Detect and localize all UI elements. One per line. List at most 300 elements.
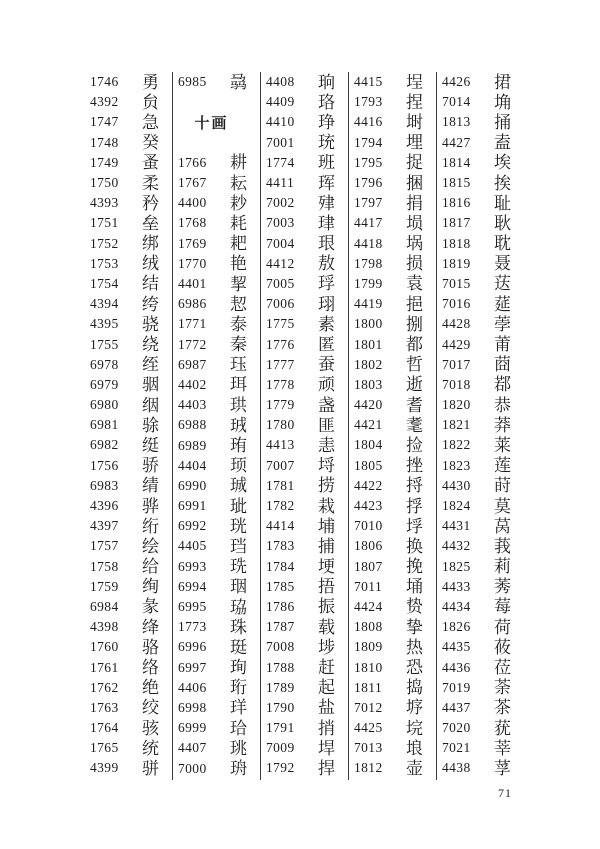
char-code: 7005 (266, 275, 295, 291)
char-code: 4392 (90, 94, 119, 110)
char-code: 7015 (442, 275, 471, 291)
char-glyph: 贽 (406, 597, 423, 617)
char-glyph: 珥 (230, 375, 247, 395)
table-row (349, 516, 436, 536)
table-row (261, 294, 348, 314)
char-glyph: 莓 (494, 597, 511, 617)
table-row (261, 577, 348, 597)
table-row (437, 274, 525, 294)
table-row (85, 415, 172, 435)
char-glyph: 恭 (494, 395, 511, 415)
table-row (173, 718, 260, 738)
table-row (261, 92, 348, 112)
table-row (173, 193, 260, 213)
table-row (437, 577, 525, 597)
char-code: 1795 (354, 154, 383, 170)
char-code: 6980 (90, 397, 119, 413)
char-glyph: 鄀 (494, 375, 511, 395)
table-row (85, 92, 172, 112)
char-glyph: 绝 (142, 678, 159, 698)
char-glyph: 捌 (406, 314, 423, 334)
table-row (349, 355, 436, 375)
char-code: 6981 (90, 417, 119, 433)
char-code: 1824 (442, 498, 471, 514)
table-row (349, 395, 436, 415)
char-code: 1767 (178, 175, 207, 191)
char-code: 1810 (354, 659, 383, 675)
char-glyph: 匿 (318, 335, 335, 355)
table-row (173, 456, 260, 476)
table-row (437, 536, 525, 556)
char-code: 1818 (442, 235, 471, 251)
character-code-table (85, 72, 525, 780)
table-row (85, 557, 172, 577)
table-row (85, 274, 172, 294)
char-glyph: 捊 (406, 496, 423, 516)
char-code: 7000 (178, 760, 207, 776)
char-glyph: 珘 (230, 759, 247, 778)
char-glyph: 捂 (318, 577, 335, 597)
char-glyph: 珢 (318, 234, 335, 254)
table-row (261, 718, 348, 738)
char-code: 1808 (354, 619, 383, 635)
char-code: 4433 (442, 578, 471, 594)
char-glyph: 茶 (494, 698, 511, 718)
table-row (437, 456, 525, 476)
char-code: 1761 (90, 659, 119, 675)
char-code: 4434 (442, 598, 471, 614)
char-glyph: 挚 (406, 617, 423, 637)
table-row (85, 456, 172, 476)
table-row (261, 516, 348, 536)
table-row (173, 274, 260, 294)
table-row (261, 637, 348, 657)
char-glyph: 恝 (230, 294, 247, 314)
table-row (437, 153, 525, 173)
char-glyph: 热 (406, 637, 423, 657)
table-row (349, 173, 436, 193)
char-code: 1762 (90, 679, 119, 695)
char-glyph: 耖 (230, 193, 247, 213)
char-code: 1819 (442, 255, 471, 271)
char-glyph: 珩 (230, 678, 247, 698)
char-code: 1799 (354, 275, 383, 291)
char-code: 1782 (266, 498, 295, 514)
char-code: 1826 (442, 619, 471, 635)
char-code: 7016 (442, 296, 471, 312)
char-glyph: 捎 (318, 718, 335, 738)
char-glyph: 琤 (318, 112, 335, 132)
table-row (437, 617, 525, 637)
char-glyph: 绗 (142, 516, 159, 536)
char-code: 6984 (90, 598, 119, 614)
table-column-4 (349, 72, 437, 780)
char-glyph: 都 (406, 335, 423, 355)
char-glyph: 𬘡 (142, 395, 159, 415)
table-row (173, 577, 260, 597)
table-row (261, 213, 348, 233)
table-row (173, 173, 260, 193)
char-code: 4410 (266, 114, 295, 130)
table-row (173, 254, 260, 274)
char-glyph: 袁 (406, 274, 423, 294)
char-glyph: 耿 (494, 213, 511, 233)
table-row (261, 153, 348, 173)
char-glyph: 耄 (406, 415, 423, 435)
char-glyph: 莚 (494, 294, 511, 314)
table-row (85, 637, 172, 657)
char-code: 6999 (178, 720, 207, 736)
char-code: 1797 (354, 195, 383, 211)
char-glyph: 埋 (406, 133, 423, 153)
table-row (173, 557, 260, 577)
table-row (349, 597, 436, 617)
char-glyph: 珕 (230, 597, 247, 617)
char-code: 7017 (442, 356, 471, 372)
char-code: 1757 (90, 538, 119, 554)
table-row (261, 476, 348, 496)
table-row (85, 577, 172, 597)
table-row (261, 657, 348, 677)
char-code: 4423 (354, 498, 383, 514)
char-glyph: 矜 (142, 193, 159, 213)
table-row (261, 112, 348, 132)
char-code: 6988 (178, 417, 207, 433)
table-row (349, 314, 436, 334)
table-row (173, 355, 260, 375)
table-row (437, 415, 525, 435)
char-glyph: 骆 (142, 637, 159, 657)
table-row (85, 112, 172, 132)
char-code: 1774 (266, 154, 295, 170)
char-glyph: 彖 (142, 597, 159, 617)
table-row (437, 557, 525, 577)
table-row (85, 617, 172, 637)
char-glyph: 珞 (318, 92, 335, 112)
char-glyph: 莫 (494, 496, 511, 516)
table-row (437, 718, 525, 738)
table-row (261, 395, 348, 415)
char-glyph: 埃 (494, 153, 511, 173)
char-glyph: 耘 (230, 173, 247, 193)
table-row (261, 496, 348, 516)
table-row (437, 173, 525, 193)
char-glyph: 莠 (494, 577, 511, 597)
char-glyph: 绞 (142, 698, 159, 718)
table-column-2 (173, 72, 261, 780)
char-code: 1801 (354, 336, 383, 352)
table-row (349, 536, 436, 556)
char-glyph: 珦 (318, 72, 335, 92)
char-glyph: 莽 (494, 415, 511, 435)
char-glyph: 埒 (318, 456, 335, 476)
char-glyph: 珣 (230, 658, 247, 678)
char-code: 6982 (90, 437, 119, 453)
char-code: 4426 (442, 74, 471, 90)
char-glyph: 珫 (318, 133, 335, 153)
char-glyph: 耙 (230, 234, 247, 254)
char-code: 1817 (442, 215, 471, 231)
char-glyph: 垸 (406, 718, 423, 738)
table-row (173, 597, 260, 617)
table-row (349, 274, 436, 294)
char-glyph: 绖 (142, 355, 159, 375)
table-row (349, 254, 436, 274)
char-glyph: 荙 (494, 274, 511, 294)
char-glyph: 盍 (494, 133, 511, 153)
char-glyph: 秦 (230, 335, 247, 355)
table-row (261, 435, 348, 455)
char-code: 6995 (178, 599, 207, 614)
char-code: 6983 (90, 477, 119, 493)
char-glyph: 荼 (494, 678, 511, 698)
table-row (349, 637, 436, 657)
char-glyph: 珒 (318, 213, 335, 233)
char-glyph: 耕 (230, 153, 247, 173)
char-code: 6993 (178, 558, 207, 574)
table-row (349, 294, 436, 314)
table-row (349, 557, 436, 577)
char-code: 1807 (354, 558, 383, 574)
table-row (85, 476, 172, 496)
char-glyph: 捃 (494, 72, 511, 92)
char-code: 1790 (266, 699, 295, 715)
table-row (173, 435, 260, 455)
table-row (173, 637, 260, 657)
table-row (349, 153, 436, 173)
char-glyph: 绑 (142, 234, 159, 254)
table-row (349, 496, 436, 516)
char-code: 7009 (266, 740, 295, 756)
table-row (85, 657, 172, 677)
char-code: 1748 (90, 134, 119, 150)
char-code: 4429 (442, 336, 471, 352)
table-row (85, 738, 172, 758)
table-row (437, 254, 525, 274)
table-row (85, 234, 172, 254)
char-code: 1758 (90, 558, 119, 574)
char-code: 6989 (178, 437, 207, 453)
table-row (261, 456, 348, 476)
table-row (349, 213, 436, 233)
table-row (437, 294, 525, 314)
char-glyph: 哲 (406, 355, 423, 375)
char-code: 1805 (354, 457, 383, 473)
char-code: 1796 (354, 175, 383, 191)
char-glyph: 珽 (230, 637, 247, 657)
page-number: 71 (498, 786, 512, 800)
char-glyph: 顽 (318, 375, 335, 395)
char-glyph: 盏 (318, 395, 335, 415)
char-code: 1825 (442, 558, 471, 574)
char-code: 4420 (354, 397, 383, 413)
char-glyph: 挫 (406, 456, 423, 476)
table-row (437, 234, 525, 254)
char-code: 1747 (90, 114, 119, 130)
char-code: 1816 (442, 195, 471, 211)
char-code: 7006 (266, 296, 295, 312)
char-code: 4393 (90, 195, 119, 211)
table-row (173, 395, 260, 415)
char-code: 7007 (266, 457, 295, 473)
char-code: 7013 (354, 740, 383, 756)
char-glyph: 珠 (230, 617, 247, 637)
char-glyph: 聂 (494, 254, 511, 274)
table-row (261, 738, 348, 758)
table-row (349, 435, 436, 455)
char-code: 1780 (266, 417, 295, 433)
char-glyph: 莘 (494, 738, 511, 758)
char-glyph: 耗 (230, 213, 247, 233)
char-code: 1771 (178, 316, 207, 332)
char-code: 1764 (90, 720, 119, 736)
char-glyph: 珬 (230, 415, 247, 435)
table-row (261, 617, 348, 637)
char-code: 4401 (178, 276, 207, 291)
char-glyph: 珏 (230, 355, 247, 375)
char-glyph: 珙 (230, 395, 247, 415)
char-code: 7014 (442, 94, 471, 110)
char-code: 6990 (178, 477, 207, 493)
table-row (261, 133, 348, 153)
char-glyph: 骄 (142, 456, 159, 476)
char-glyph: 珲 (318, 173, 335, 193)
table-row (85, 213, 172, 233)
char-code: 1779 (266, 397, 295, 413)
char-code: 4416 (354, 114, 383, 130)
char-code: 4430 (442, 477, 471, 493)
char-glyph: 络 (142, 658, 159, 678)
char-glyph: 珜 (230, 698, 247, 718)
table-column-5 (437, 72, 525, 780)
char-code: 1814 (442, 154, 471, 170)
table-row (349, 112, 436, 132)
char-code: 4395 (90, 316, 119, 332)
char-code: 1752 (90, 235, 119, 251)
table-row (261, 274, 348, 294)
table-row (173, 234, 260, 254)
char-glyph: 肂 (318, 193, 335, 213)
char-code: 1821 (442, 417, 471, 433)
char-glyph: 绛 (142, 617, 159, 637)
char-glyph: 𬘬 (142, 476, 159, 496)
char-code: 7018 (442, 376, 471, 392)
char-glyph: 珛 (230, 436, 247, 455)
table-row (261, 173, 348, 193)
char-glyph: 珚 (230, 577, 247, 597)
table-row (85, 173, 172, 193)
table-row (349, 334, 436, 354)
char-code: 7011 (354, 578, 383, 594)
char-glyph: 艳 (230, 254, 247, 274)
char-glyph: 珨 (230, 718, 247, 738)
table-row (349, 133, 436, 153)
char-code: 6992 (178, 518, 207, 534)
char-glyph: 赶 (318, 658, 335, 678)
table-column-1 (85, 72, 173, 780)
table-row (349, 678, 436, 698)
char-glyph: 盐 (318, 698, 335, 718)
char-code: 4408 (266, 74, 295, 90)
char-glyph: 恚 (318, 435, 335, 455)
char-glyph: 捉 (406, 153, 423, 173)
table-row (437, 213, 525, 233)
char-code: 1749 (90, 154, 119, 170)
char-glyph: 捏 (406, 92, 423, 112)
char-code: 4421 (354, 417, 383, 433)
table-row (85, 193, 172, 213)
char-glyph: 癸 (142, 133, 159, 153)
char-code: 1751 (90, 215, 119, 231)
char-code: 4394 (90, 296, 119, 312)
char-glyph: 匪 (318, 415, 335, 435)
char-glyph: 骉 (230, 72, 247, 92)
char-glyph: 挹 (406, 294, 423, 314)
table-row (173, 617, 260, 637)
char-glyph: 埚 (406, 234, 423, 254)
char-code: 4403 (178, 397, 207, 413)
char-glyph: 顼 (230, 456, 247, 476)
char-code: 1800 (354, 316, 383, 332)
char-glyph: 垒 (142, 213, 159, 233)
table-row (85, 435, 172, 455)
char-glyph: 埂 (318, 557, 335, 577)
char-glyph: 柔 (142, 173, 159, 193)
char-code: 1789 (266, 679, 295, 695)
table-row (349, 72, 436, 92)
char-code: 1766 (178, 154, 207, 170)
char-code: 1763 (90, 699, 119, 715)
char-code: 1791 (266, 720, 295, 736)
char-code: 6986 (178, 296, 207, 312)
char-code: 1822 (442, 437, 471, 453)
char-glyph: 捅 (494, 112, 511, 132)
char-glyph: 勇 (142, 72, 159, 92)
char-glyph: 荷 (494, 617, 511, 637)
table-row (437, 193, 525, 213)
table-row (437, 516, 525, 536)
char-code: 7019 (442, 679, 471, 695)
table-row (173, 213, 260, 233)
table-row (437, 334, 525, 354)
table-row (173, 657, 260, 677)
char-code: 4402 (178, 376, 207, 392)
char-code: 6996 (178, 639, 207, 655)
char-glyph: 𬘩 (142, 435, 159, 455)
char-code: 7004 (266, 235, 295, 251)
table-row (261, 334, 348, 354)
char-code: 4431 (442, 518, 471, 534)
table-row (349, 415, 436, 435)
char-code: 1786 (266, 598, 295, 614)
char-glyph: 捋 (406, 476, 423, 496)
char-code: 1798 (354, 255, 383, 271)
char-code: 4406 (178, 679, 207, 695)
table-row (349, 698, 436, 718)
char-code: 4437 (442, 699, 471, 715)
table-row (85, 294, 172, 314)
char-code: 4411 (266, 175, 295, 191)
table-row (349, 92, 436, 112)
char-code: 4424 (354, 598, 383, 614)
char-code: 1776 (266, 336, 295, 352)
table-row (349, 718, 436, 738)
table-row (173, 153, 260, 173)
char-glyph: 起 (318, 678, 335, 698)
char-glyph: 绕 (142, 335, 159, 355)
table-row (261, 678, 348, 698)
char-glyph: 埗 (318, 637, 335, 657)
